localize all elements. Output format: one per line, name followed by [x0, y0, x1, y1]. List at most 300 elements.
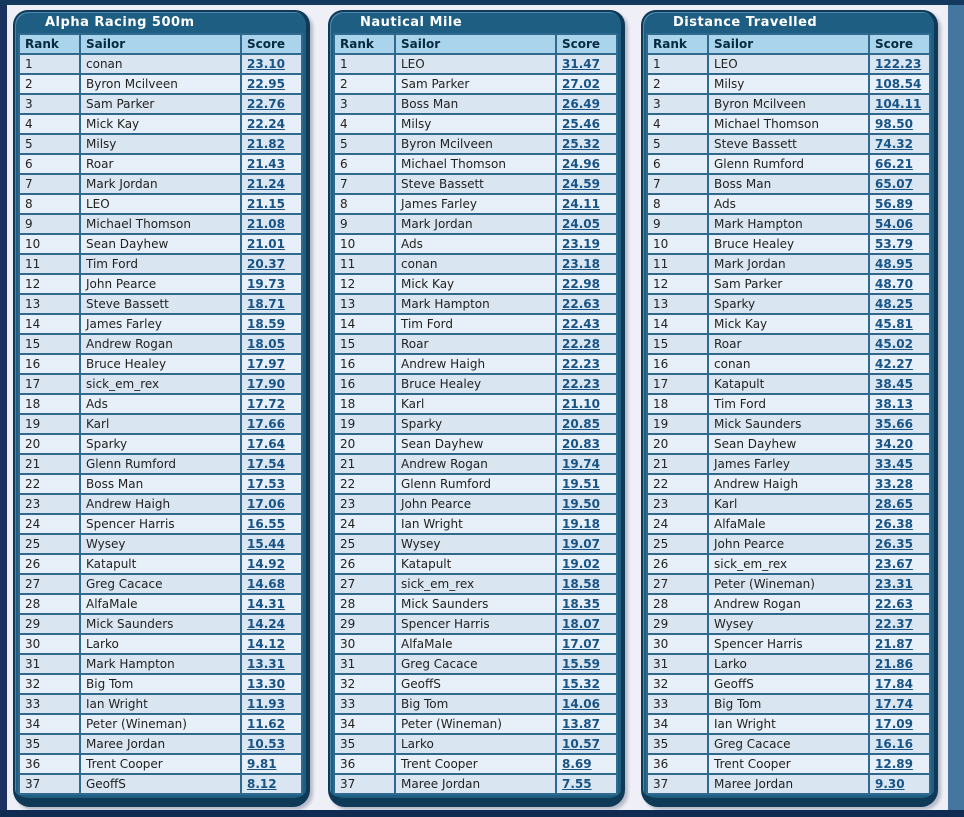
- sailor-cell: James Farley: [80, 314, 241, 334]
- table-row: [334, 54, 617, 74]
- score-link[interactable]: 21.86: [875, 656, 913, 671]
- score-link[interactable]: 65.07: [875, 176, 913, 191]
- score-link[interactable]: 17.97: [247, 356, 285, 371]
- score-link[interactable]: 8.69: [562, 756, 592, 771]
- score-link[interactable]: 18.07: [562, 616, 600, 631]
- sailor-cell: John Pearce: [80, 274, 241, 294]
- sailor-cell: Wysey: [395, 534, 556, 554]
- sailor-cell: Mark Jordan: [708, 254, 869, 274]
- rank-cell: 12: [19, 274, 80, 294]
- score-link[interactable]: 27.02: [562, 76, 600, 91]
- score-cell: [869, 274, 930, 294]
- score-cell: [556, 634, 617, 654]
- score-cell: [556, 554, 617, 574]
- sailor-cell: Greg Cacace: [80, 574, 241, 594]
- rank-cell: 27: [647, 574, 708, 594]
- score-cell: [869, 674, 930, 694]
- table-row: [19, 314, 302, 334]
- score-cell: [556, 54, 617, 74]
- score-cell: [556, 574, 617, 594]
- score-cell: [241, 134, 302, 154]
- score-link[interactable]: 66.21: [875, 156, 913, 171]
- rank-cell: 8: [19, 194, 80, 214]
- score-link[interactable]: 38.13: [875, 396, 913, 411]
- score-cell: [869, 554, 930, 574]
- score-link[interactable]: 19.07: [562, 536, 600, 551]
- rank-cell: 16: [647, 354, 708, 374]
- table-row: [334, 74, 617, 94]
- panel-nautical-mile: [328, 10, 625, 807]
- table-row: [19, 494, 302, 514]
- table-row: [647, 534, 930, 554]
- score-link[interactable]: 18.35: [562, 596, 600, 611]
- score-link[interactable]: 48.95: [875, 256, 913, 271]
- rank-cell: 23: [647, 494, 708, 514]
- score-link[interactable]: 21.87: [875, 636, 913, 651]
- score-link[interactable]: 45.02: [875, 336, 913, 351]
- score-cell: [241, 374, 302, 394]
- sailor-cell: Glenn Rumford: [395, 474, 556, 494]
- score-link[interactable]: 23.31: [875, 576, 913, 591]
- score-cell: [241, 114, 302, 134]
- score-cell: [556, 314, 617, 334]
- rank-cell: 19: [19, 414, 80, 434]
- score-link[interactable]: 16.16: [875, 736, 913, 751]
- score-link[interactable]: 26.49: [562, 96, 600, 111]
- score-link[interactable]: 35.66: [875, 416, 913, 431]
- score-link[interactable]: 22.63: [875, 596, 913, 611]
- table-row: [334, 234, 617, 254]
- rank-cell: 9: [334, 214, 395, 234]
- sailor-cell: Maree Jordan: [708, 774, 869, 794]
- score-link[interactable]: 14.06: [562, 696, 600, 711]
- score-link[interactable]: 33.45: [875, 456, 913, 471]
- score-cell: [241, 74, 302, 94]
- score-cell: [869, 514, 930, 534]
- table-row: [334, 314, 617, 334]
- score-cell: [556, 94, 617, 114]
- score-cell: [869, 754, 930, 774]
- score-link[interactable]: 14.12: [247, 636, 285, 651]
- score-link[interactable]: 17.74: [875, 696, 913, 711]
- table-row: [647, 694, 930, 714]
- table-row: [334, 454, 617, 474]
- score-link[interactable]: 48.70: [875, 276, 913, 291]
- sailor-cell: Glenn Rumford: [80, 454, 241, 474]
- sailor-cell: Boss Man: [395, 94, 556, 114]
- score-cell: [556, 534, 617, 554]
- sailor-cell: Andrew Haigh: [395, 354, 556, 374]
- table-row: [647, 714, 930, 734]
- score-link[interactable]: 13.87: [562, 716, 600, 731]
- sailor-cell: conan: [708, 354, 869, 374]
- score-cell: [869, 54, 930, 74]
- sailor-cell: Trent Cooper: [395, 754, 556, 774]
- score-link[interactable]: 14.24: [247, 616, 285, 631]
- score-link[interactable]: 19.50: [562, 496, 600, 511]
- score-link[interactable]: 22.98: [562, 276, 600, 291]
- score-cell: [869, 374, 930, 394]
- table-row: [647, 774, 930, 794]
- score-link[interactable]: 18.59: [247, 316, 285, 331]
- score-link[interactable]: 19.02: [562, 556, 600, 571]
- score-link[interactable]: 48.25: [875, 296, 913, 311]
- sailor-cell: Greg Cacace: [395, 654, 556, 674]
- score-cell: [869, 214, 930, 234]
- score-link[interactable]: 12.89: [875, 756, 913, 771]
- score-link[interactable]: 7.55: [562, 776, 592, 791]
- sailor-cell: Wysey: [80, 534, 241, 554]
- score-link[interactable]: 11.62: [247, 716, 285, 731]
- sailor-cell: Mark Hampton: [80, 654, 241, 674]
- rank-cell: 20: [19, 434, 80, 454]
- score-link[interactable]: 24.59: [562, 176, 600, 191]
- score-link[interactable]: 21.10: [562, 396, 600, 411]
- sailor-cell: Mark Jordan: [80, 174, 241, 194]
- rank-cell: 5: [334, 134, 395, 154]
- sailor-cell: Sean Dayhew: [80, 234, 241, 254]
- score-link[interactable]: 8.12: [247, 776, 277, 791]
- score-link[interactable]: 17.06: [247, 496, 285, 511]
- sailor-cell: Ian Wright: [395, 514, 556, 534]
- score-link[interactable]: 21.15: [247, 196, 285, 211]
- sailor-cell: Tim Ford: [395, 314, 556, 334]
- sailor-cell: Mick Saunders: [708, 414, 869, 434]
- rank-cell: 28: [19, 594, 80, 614]
- score-cell: [556, 114, 617, 134]
- score-cell: [869, 614, 930, 634]
- table-header-row: [647, 34, 930, 54]
- score-cell: [241, 614, 302, 634]
- score-cell: [869, 454, 930, 474]
- score-link[interactable]: 15.44: [247, 536, 285, 551]
- score-link[interactable]: 9.81: [247, 756, 277, 771]
- score-link[interactable]: 26.35: [875, 536, 913, 551]
- rank-cell: 20: [647, 434, 708, 454]
- score-link[interactable]: 25.46: [562, 116, 600, 131]
- score-cell: [869, 734, 930, 754]
- table-row: [334, 214, 617, 234]
- score-link[interactable]: 14.31: [247, 596, 285, 611]
- table-row: [647, 394, 930, 414]
- rank-cell: 1: [647, 54, 708, 74]
- leaderboard-table-alpha-racing-500m: [18, 33, 303, 795]
- score-link[interactable]: 42.27: [875, 356, 913, 371]
- score-link[interactable]: 38.45: [875, 376, 913, 391]
- rank-cell: 2: [647, 74, 708, 94]
- table-row: [334, 94, 617, 114]
- score-link[interactable]: 21.01: [247, 236, 285, 251]
- rank-cell: 19: [647, 414, 708, 434]
- rank-cell: 23: [19, 494, 80, 514]
- sailor-cell: Sparky: [395, 414, 556, 434]
- panel-title-nautical-mile: Nautical Mile: [360, 15, 463, 30]
- score-link[interactable]: 22.28: [562, 336, 600, 351]
- rank-cell: 28: [334, 594, 395, 614]
- rank-cell: 31: [334, 654, 395, 674]
- score-link[interactable]: 18.71: [247, 296, 285, 311]
- score-link[interactable]: 15.59: [562, 656, 600, 671]
- score-cell: [869, 74, 930, 94]
- score-link[interactable]: 31.47: [562, 56, 600, 71]
- table-row: [334, 734, 617, 754]
- score-link[interactable]: 19.74: [562, 456, 600, 471]
- table-row: [19, 554, 302, 574]
- score-link[interactable]: 24.96: [562, 156, 600, 171]
- table-row: [647, 214, 930, 234]
- score-link[interactable]: 17.07: [562, 636, 600, 651]
- score-cell: [556, 294, 617, 314]
- score-link[interactable]: 22.24: [247, 116, 285, 131]
- score-link[interactable]: 24.11: [562, 196, 600, 211]
- column-header-rank: Rank: [647, 34, 708, 54]
- frame-bottom-strip: [0, 810, 964, 817]
- rank-cell: 16: [19, 354, 80, 374]
- rank-cell: 18: [647, 394, 708, 414]
- score-link[interactable]: 21.43: [247, 156, 285, 171]
- table-row: [334, 274, 617, 294]
- score-link[interactable]: 23.18: [562, 256, 600, 271]
- score-link[interactable]: 11.93: [247, 696, 285, 711]
- score-cell: [241, 674, 302, 694]
- rank-cell: 10: [334, 234, 395, 254]
- sailor-cell: Maree Jordan: [395, 774, 556, 794]
- rank-cell: 31: [647, 654, 708, 674]
- sailor-cell: GeoffS: [395, 674, 556, 694]
- score-link[interactable]: 17.09: [875, 716, 913, 731]
- sailor-cell: Katapult: [80, 554, 241, 574]
- score-link[interactable]: 25.32: [562, 136, 600, 151]
- table-row: [19, 274, 302, 294]
- table-row: [334, 194, 617, 214]
- score-link[interactable]: 21.08: [247, 216, 285, 231]
- rank-cell: 2: [334, 74, 395, 94]
- score-link[interactable]: 17.64: [247, 436, 285, 451]
- table-row: [647, 74, 930, 94]
- score-cell: [556, 194, 617, 214]
- rank-cell: 30: [334, 634, 395, 654]
- sailor-cell: sick_em_rex: [395, 574, 556, 594]
- score-link[interactable]: 14.92: [247, 556, 285, 571]
- table-row: [334, 374, 617, 394]
- score-link[interactable]: 74.32: [875, 136, 913, 151]
- score-link[interactable]: 19.51: [562, 476, 600, 491]
- score-link[interactable]: 22.43: [562, 316, 600, 331]
- table-row: [334, 554, 617, 574]
- sailor-cell: Ian Wright: [708, 714, 869, 734]
- sailor-cell: Trent Cooper: [80, 754, 241, 774]
- sailor-cell: Steve Bassett: [80, 294, 241, 314]
- score-link[interactable]: 22.37: [875, 616, 913, 631]
- column-header-score: Score: [869, 34, 930, 54]
- score-link[interactable]: 14.68: [247, 576, 285, 591]
- score-link[interactable]: 24.05: [562, 216, 600, 231]
- score-link[interactable]: 18.58: [562, 576, 600, 591]
- table-row: [334, 674, 617, 694]
- table-row: [19, 214, 302, 234]
- rank-cell: 9: [19, 214, 80, 234]
- sailor-cell: Mick Kay: [708, 314, 869, 334]
- table-row: [647, 234, 930, 254]
- rank-cell: 6: [334, 154, 395, 174]
- score-link[interactable]: 17.54: [247, 456, 285, 471]
- score-link[interactable]: 104.11: [875, 96, 922, 111]
- score-cell: [556, 494, 617, 514]
- sailor-cell: Greg Cacace: [708, 734, 869, 754]
- score-link[interactable]: 54.06: [875, 216, 913, 231]
- score-link[interactable]: 20.37: [247, 256, 285, 271]
- rank-cell: 37: [334, 774, 395, 794]
- score-cell: [869, 534, 930, 554]
- column-header-sailor: Sailor: [395, 34, 556, 54]
- score-link[interactable]: 34.20: [875, 436, 913, 451]
- score-cell: [556, 174, 617, 194]
- score-link[interactable]: 13.31: [247, 656, 285, 671]
- score-link[interactable]: 21.82: [247, 136, 285, 151]
- score-cell: [556, 514, 617, 534]
- score-cell: [869, 154, 930, 174]
- score-link[interactable]: 45.81: [875, 316, 913, 331]
- score-cell: [556, 214, 617, 234]
- score-link[interactable]: 98.50: [875, 116, 913, 131]
- score-link[interactable]: 17.53: [247, 476, 285, 491]
- score-link[interactable]: 23.10: [247, 56, 285, 71]
- table-row: [334, 594, 617, 614]
- score-link[interactable]: 17.72: [247, 396, 285, 411]
- rank-cell: 25: [334, 534, 395, 554]
- rank-cell: 8: [334, 194, 395, 214]
- score-link[interactable]: 17.84: [875, 676, 913, 691]
- table-header-row: [334, 34, 617, 54]
- rank-cell: 19: [334, 414, 395, 434]
- score-link[interactable]: 10.57: [562, 736, 600, 751]
- score-link[interactable]: 9.30: [875, 776, 905, 791]
- score-cell: [869, 354, 930, 374]
- score-link[interactable]: 21.24: [247, 176, 285, 191]
- score-cell: [241, 214, 302, 234]
- frame-right-strip: [948, 0, 964, 817]
- score-cell: [869, 234, 930, 254]
- score-link[interactable]: 19.18: [562, 516, 600, 531]
- score-link[interactable]: 22.23: [562, 376, 600, 391]
- score-link[interactable]: 108.54: [875, 76, 922, 91]
- score-link[interactable]: 23.67: [875, 556, 913, 571]
- sailor-cell: Sean Dayhew: [395, 434, 556, 454]
- score-link[interactable]: 16.55: [247, 516, 285, 531]
- rank-cell: 13: [647, 294, 708, 314]
- score-link[interactable]: 20.83: [562, 436, 600, 451]
- sailor-cell: Mark Jordan: [395, 214, 556, 234]
- score-link[interactable]: 13.30: [247, 676, 285, 691]
- score-link[interactable]: 26.38: [875, 516, 913, 531]
- table-row: [647, 494, 930, 514]
- score-link[interactable]: 20.85: [562, 416, 600, 431]
- sailor-cell: James Farley: [708, 454, 869, 474]
- score-cell: [869, 174, 930, 194]
- sailor-cell: conan: [80, 54, 241, 74]
- score-cell: [241, 714, 302, 734]
- score-link[interactable]: 18.05: [247, 336, 285, 351]
- score-cell: [556, 134, 617, 154]
- sailor-cell: Andrew Haigh: [80, 494, 241, 514]
- panel-title-alpha-racing-500m: Alpha Racing 500m: [45, 15, 195, 30]
- column-header-rank: Rank: [334, 34, 395, 54]
- sailor-cell: Andrew Rogan: [395, 454, 556, 474]
- score-cell: [869, 494, 930, 514]
- sailor-cell: James Farley: [395, 194, 556, 214]
- rank-cell: 10: [19, 234, 80, 254]
- table-row: [334, 134, 617, 154]
- score-cell: [869, 574, 930, 594]
- sailor-cell: Larko: [708, 654, 869, 674]
- sailor-cell: John Pearce: [708, 534, 869, 554]
- rank-cell: 30: [647, 634, 708, 654]
- score-link[interactable]: 17.90: [247, 376, 285, 391]
- score-cell: [241, 194, 302, 214]
- sailor-cell: Spencer Harris: [708, 634, 869, 654]
- sailor-cell: Big Tom: [395, 694, 556, 714]
- table-row: [19, 594, 302, 614]
- score-link[interactable]: 22.76: [247, 96, 285, 111]
- table-row: [19, 334, 302, 354]
- score-link[interactable]: 23.19: [562, 236, 600, 251]
- score-link[interactable]: 10.53: [247, 736, 285, 751]
- rank-cell: 1: [334, 54, 395, 74]
- rank-cell: 4: [334, 114, 395, 134]
- sailor-cell: Michael Thomson: [395, 154, 556, 174]
- score-link[interactable]: 56.89: [875, 196, 913, 211]
- rank-cell: 35: [19, 734, 80, 754]
- score-link[interactable]: 28.65: [875, 496, 913, 511]
- table-row: [647, 194, 930, 214]
- table-row: [19, 614, 302, 634]
- table-row: [19, 294, 302, 314]
- score-link[interactable]: 22.95: [247, 76, 285, 91]
- score-link[interactable]: 17.66: [247, 416, 285, 431]
- rank-cell: 25: [647, 534, 708, 554]
- score-link[interactable]: 15.32: [562, 676, 600, 691]
- table-row: [334, 714, 617, 734]
- score-link[interactable]: 122.23: [875, 56, 922, 71]
- sailor-cell: Milsy: [80, 134, 241, 154]
- sailor-cell: Sam Parker: [80, 94, 241, 114]
- panel-distance-travelled: [641, 10, 938, 807]
- rank-cell: 13: [19, 294, 80, 314]
- score-cell: [869, 294, 930, 314]
- score-link[interactable]: 53.79: [875, 236, 913, 251]
- score-cell: [869, 414, 930, 434]
- table-row: [19, 394, 302, 414]
- score-cell: [556, 154, 617, 174]
- rank-cell: 26: [19, 554, 80, 574]
- score-link[interactable]: 33.28: [875, 476, 913, 491]
- score-cell: [556, 694, 617, 714]
- score-link[interactable]: 22.63: [562, 296, 600, 311]
- rank-cell: 13: [334, 294, 395, 314]
- score-cell: [869, 134, 930, 154]
- score-link[interactable]: 22.23: [562, 356, 600, 371]
- score-cell: [241, 334, 302, 354]
- score-cell: [869, 694, 930, 714]
- score-link[interactable]: 19.73: [247, 276, 285, 291]
- rank-cell: 32: [19, 674, 80, 694]
- sailor-cell: Tim Ford: [80, 254, 241, 274]
- score-cell: [869, 334, 930, 354]
- rank-cell: 14: [647, 314, 708, 334]
- rank-cell: 7: [647, 174, 708, 194]
- sailor-cell: sick_em_rex: [80, 374, 241, 394]
- rank-cell: 11: [647, 254, 708, 274]
